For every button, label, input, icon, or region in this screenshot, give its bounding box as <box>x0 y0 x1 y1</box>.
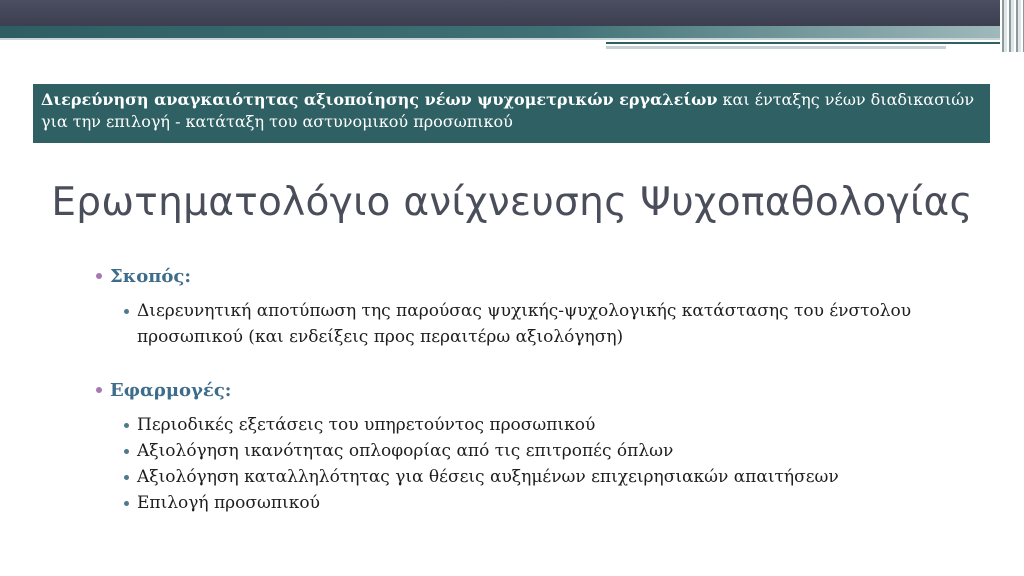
section-heading <box>96 380 976 408</box>
banner-bold-text: Διερεύνηση αναγκαιότητας αξιοποίησης νέων ψυχομετρικών εργαλείων <box>41 90 718 109</box>
list-item <box>124 412 976 438</box>
section-purpose <box>96 266 976 350</box>
bullet-dot-icon <box>124 449 129 454</box>
slide-title: Ερωτηματολόγιο ανίχνευσης Ψυχοπαθολογίας <box>51 180 973 225</box>
accent-line-teal <box>606 42 1000 44</box>
list-item-text: Επιλογή προσωπικού <box>137 493 320 513</box>
banner-regular-text: και ένταξης νέων διαδικασιών για την επιλογή - κατάταξη του αστυνομικού προσωπικού <box>41 90 975 131</box>
top-light-bar <box>0 38 1000 40</box>
bullet-dot-icon <box>124 501 129 506</box>
list-item <box>124 298 976 350</box>
accent-line-grey <box>606 46 946 49</box>
corner-stripes <box>1000 0 1024 52</box>
bullet-dot-icon <box>124 475 129 480</box>
section-heading <box>96 266 976 294</box>
list-item-text: Περιοδικές εξετάσεις του υπηρετούντος προσωπικού <box>137 415 596 435</box>
bullet-dot-icon <box>124 309 129 314</box>
bullet-dot-icon <box>96 273 102 279</box>
top-teal-bar <box>0 26 1000 38</box>
bullet-dot-icon <box>124 423 129 428</box>
list-item <box>124 490 976 516</box>
slide-content <box>96 266 976 516</box>
top-dark-bar <box>0 0 1000 26</box>
section-applications <box>96 380 976 516</box>
list-item-text: Αξιολόγηση ικανότητας οπλοφορίας από τις επιτροπές όπλων <box>137 441 674 461</box>
heading-text: Εφαρμογές: <box>110 380 232 401</box>
heading-text: Σκοπός: <box>110 266 192 287</box>
header-banner <box>33 84 990 143</box>
list-item <box>124 464 976 490</box>
list-item-text: Διερευνητική αποτύπωση της παρούσας ψυχικής-ψυχολογικής κατάστασης του ένστολου προσωπικού (και ενδείξεις προς περαιτέρω αξιολόγηση) <box>137 301 912 347</box>
bullet-dot-icon <box>96 387 102 393</box>
list-item-text: Αξιολόγηση καταλληλότητας για θέσεις αυξημένων επιχειρησιακών απαιτήσεων <box>137 467 839 487</box>
list-item <box>124 438 976 464</box>
